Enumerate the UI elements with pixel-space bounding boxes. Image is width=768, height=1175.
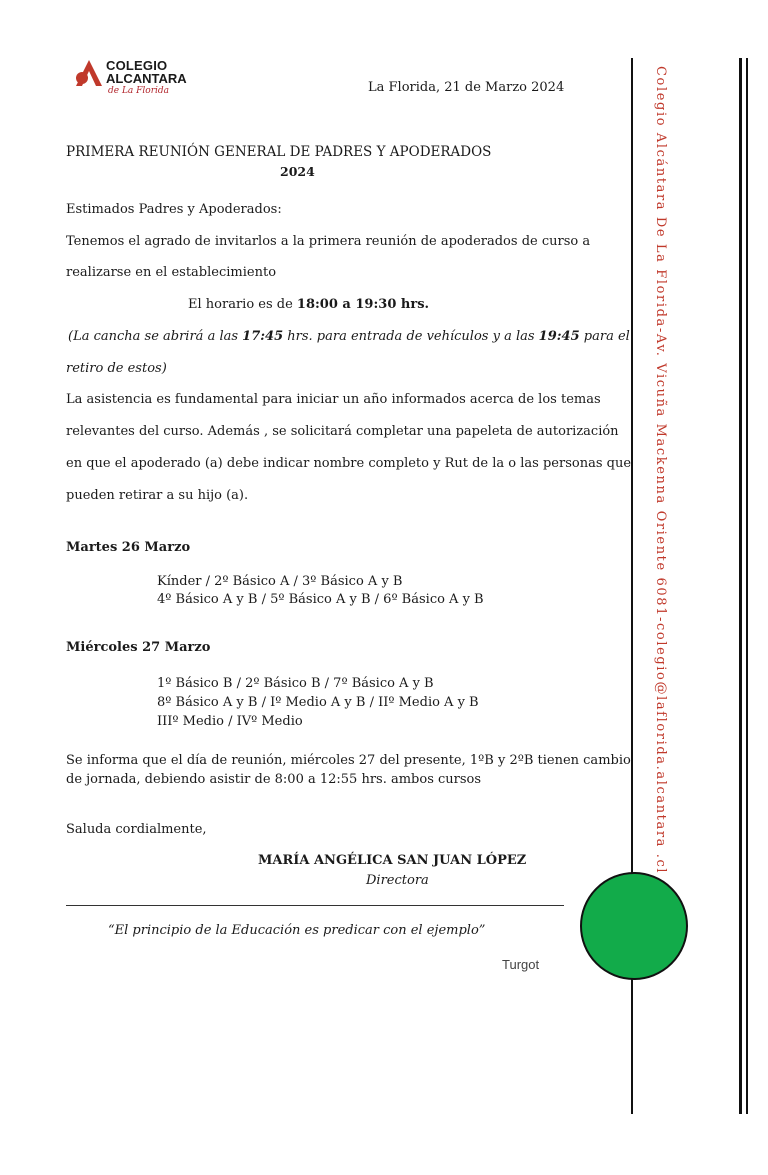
day2-courses-3: IIIº Medio / IVº Medio: [157, 714, 303, 729]
note-line-1: [68, 329, 630, 344]
body-line-3: en que el apoderado (a) debe indicar nombre completo y Rut de la o las personas que: [66, 456, 632, 471]
body-line-4: pueden retirar a su hijo (a).: [66, 488, 249, 503]
day2-heading: Miércoles 27 Marzo: [66, 640, 211, 655]
letter-title-year: 2024: [280, 164, 315, 179]
day2-courses-1: 1º Básico B / 2º Básico B / 7º Básico A y B: [157, 676, 434, 691]
logo-a-icon: [74, 58, 104, 88]
intro-line-2: realizarse en el establecimiento: [66, 265, 277, 280]
letter-date: La Florida, 21 de Marzo 2024: [368, 80, 565, 95]
signer-role: Directora: [366, 873, 429, 888]
note-line-2: retiro de estos): [66, 361, 167, 376]
intro-line-1: Tenemos el agrado de invitarlos a la primera reunión de apoderados de curso a: [66, 234, 591, 249]
day1-courses-2: 4º Básico A y B / 5º Básico A y B / 6º Básico A y B: [157, 592, 484, 607]
signer-name: MARÍA ANGÉLICA SAN JUAN LÓPEZ: [258, 853, 527, 868]
letter-title: PRIMERA REUNIÓN GENERAL DE PADRES Y APODERADOS: [66, 144, 492, 160]
logo-text-florida: de La Florida: [108, 86, 170, 96]
note-time-1: 17:45: [242, 329, 284, 344]
schedule-start: 18:00: [296, 297, 338, 312]
quote: “El principio de la Educación es predicar con el ejemplo”: [108, 923, 486, 938]
note-time-2: 19:45: [538, 329, 580, 344]
day1-courses-1: Kínder / 2º Básico A / 3º Básico A y B: [157, 574, 403, 589]
schedule-prefix: El horario es de: [188, 297, 297, 312]
schedule-line: [188, 297, 429, 312]
logo-text-colegio: COLEGIO: [106, 58, 168, 73]
school-logo: [74, 56, 187, 100]
sidebar-contact-text: Colegio Alcántara De La Florida-Av. Vicuña Mackenna Oriente 6081-colegio@laflorida.alcantara .cl: [653, 66, 668, 875]
closing: Saluda cordialmente,: [66, 822, 207, 837]
quote-author: Turgot: [502, 957, 540, 972]
green-circle-seal: [580, 872, 688, 980]
schedule-middle: a: [337, 297, 356, 312]
note-part-1: (La cancha se abrirá a las: [68, 329, 243, 344]
day1-heading: Martes 26 Marzo: [66, 540, 191, 555]
note-part-2: hrs. para entrada de vehículos y a las: [283, 329, 539, 344]
logo-text-alcantara: ALCANTARA: [106, 71, 187, 86]
footer-divider: [66, 905, 564, 906]
sidebar-line-outer-2: [746, 58, 748, 1114]
schedule-end: 19:30 hrs.: [355, 297, 430, 312]
info-line-2: de jornada, debiendo asistir de 8:00 a 12:55 hrs. ambos cursos: [66, 772, 482, 787]
greeting: Estimados Padres y Apoderados:: [66, 202, 282, 217]
body-line-1: La asistencia es fundamental para iniciar un año informados acerca de los temas: [66, 392, 601, 407]
day2-courses-2: 8º Básico A y B / Iº Medio A y B / IIº Medio A y B: [157, 695, 479, 710]
sidebar-line-outer-1: [739, 58, 742, 1114]
info-line-1: Se informa que el día de reunión, miércoles 27 del presente, 1ºB y 2ºB tienen cambio: [66, 753, 631, 768]
body-line-2: relevantes del curso. Además , se solicitará completar una papeleta de autorización: [66, 424, 619, 439]
note-part-3: para el: [579, 329, 630, 344]
